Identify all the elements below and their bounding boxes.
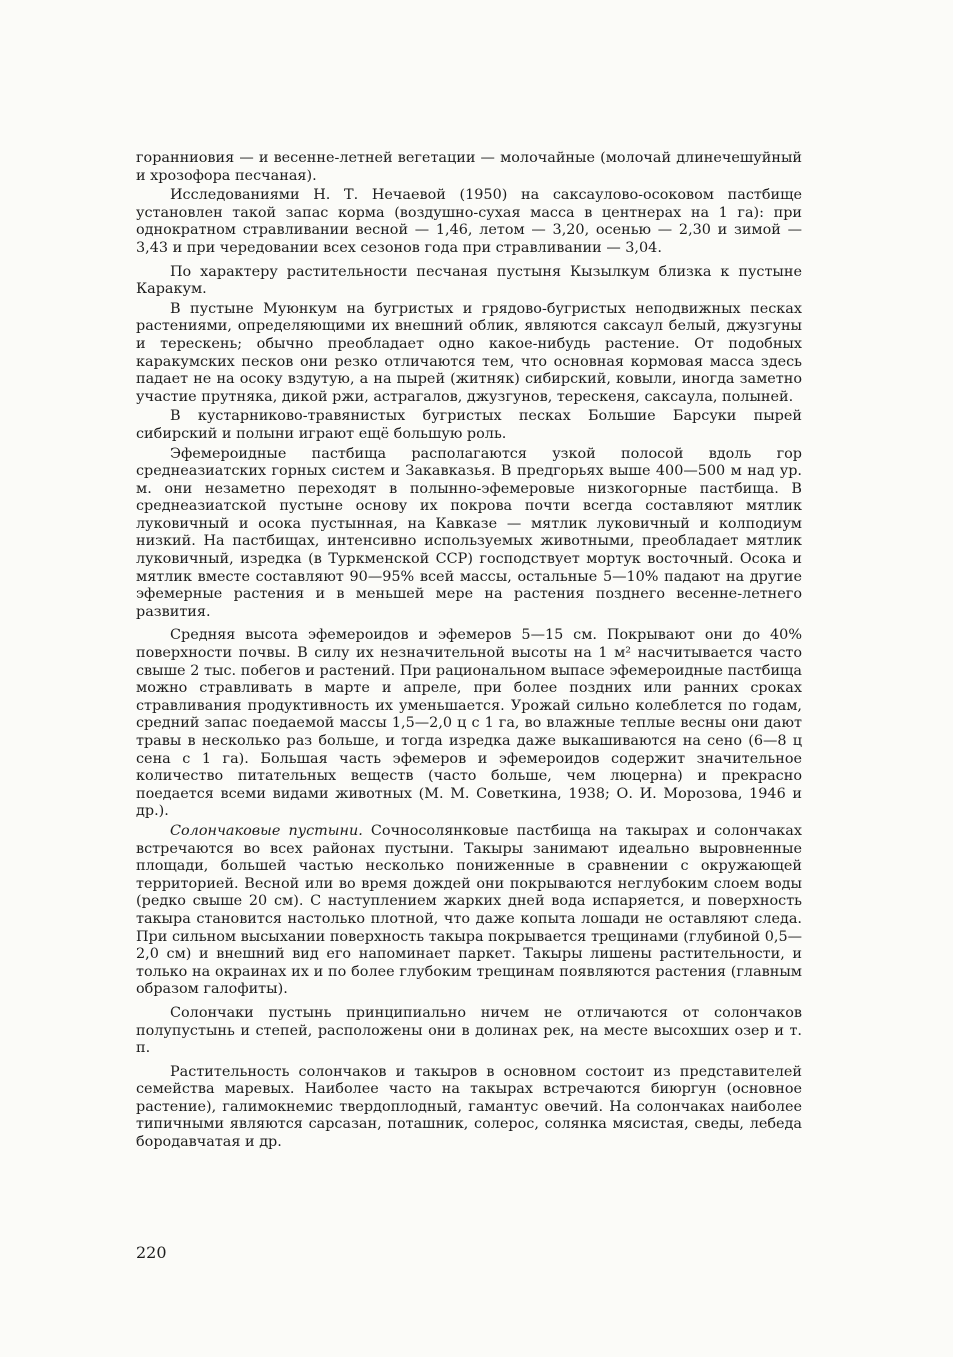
paragraph-7-text: Сочносолянковые пастбища на такырах и солончаках встречаются во всех районах пустыни. Такыры занимают идеально выровненные площади, большей частью несколько пониженные в сравнении с окружающей территорией. Весной или во время дождей они покрываются неглубоким слоем воды (редко свыше 20 см). С наступлением жарких дней вода испаряется, и поверхность такыра становится настолько плотной, что даже копыта лошади не оставляют следа. При сильном высыхании поверхность такыра покрывается трещинами (глубиной 0,5—2,0 см) и внешний вид его напоминает паркет. Такыры лишены растительности, и только на окраинах их и по более глубоким трещинам появляются растения (главным образом галофиты). (136, 822, 802, 998)
paragraph-2: По характеру растительности песчаная пустыня Кызылкум близка к пустыне Каракум. (136, 263, 802, 298)
section-heading-saline-deserts: Солончаковые пустыни. (170, 822, 363, 839)
paragraph-1: Исследованиями Н. Т. Нечаевой (1950) на саксаулово-осоковом пастбище установлен такой запас корма (воздушно-сухая масса в центнерах на 1 га): при однократном стравливании весной — 1,46, летом — 3,20, осенью — 2,30 и зимой — 3,43 и при чередовании всех сезонов года при стравливании — 3,04. (136, 187, 802, 256)
page-body (136, 150, 802, 1152)
paragraph-8: Солончаки пустынь принципиально ничем не отличаются от солончаков полупустынь и степей, расположены они в долинах рек, на месте высохших озер и т. п. (136, 1004, 802, 1057)
paragraph-5: Эфемероидные пастбища располагаются узкой полосой вдоль гор среднеазиатских горных систем и Закавказья. В предгорьях выше 400—500 м над ур. м. они незаметно переходят в полынно-эфемеровые низкогорные пастбища. В среднеазиатской пустыне основу их покрова почти всегда составляют мятлик луковичный и осока пустынная, на Кавказе — мятлик луковичный и колподиум низкий. На пастбищах, интенсивно используемых животными, преобладает мятлик луковичный, изредка (в Туркменской ССР) господствует мортук восточный. Осока и мятлик вместе составляют 90—95% всей массы, остальные 5—10% падают на другие эфемерные растения и в меньшей мере на растения позднего весенне-летнего развития. (136, 445, 802, 620)
paragraph-9: Растительность солончаков и такыров в основном состоит из представителей семейства маревых. Наиболее часто на такырах встречаются биюргун (основное растение), галимокнемис твердоплодный, гамантус овечий. На солончаках наиболее типичными являются сарсазан, поташник, солерос, солянка мясистая, сведы, лебеда бородавчатая и др. (136, 1063, 802, 1151)
paragraph-3: В пустыне Муюнкум на бугристых и грядово-бугристых неподвижных песках растениями, определяющими их внешний облик, являются саксаул белый, джузгуны и терескень; обычно преобладает одно какое-нибудь растение. От подобных каракумских песков они резко отличаются тем, что основная кормовая масса здесь падает не на осоку вздутую, а на пырей (житняк) сибирский, ковыли, иногда заметно участие прутняка, дикой ржи, астрагалов, джузгунов, терескеня, саксаула, полыней. (136, 300, 802, 405)
page-number: 220 (136, 1243, 167, 1262)
paragraph-4: В кустарниково-травянистых бугристых песках Большие Барсуки пырей сибирский и полыни играют ещё большую роль. (136, 408, 802, 442)
paragraph-6: Средняя высота эфемероидов и эфемеров 5—15 см. Покрывают они до 40% поверхности почвы. В силу их незначительной высоты на 1 м² насчитывается часто свыше 2 тыс. побегов и растений. При рациональном выпасе эфемероидные пастбища можно стравливать в марте и апреле, при более поздних или ранних сроках стравливания продуктивность их уменьшается. Урожай сильно колеблется по годам, средний запас поедаемой массы 1,5—2,0 ц с 1 га, во влажные теплые весны они дают травы в несколько раз больше, и тогда изредка даже выкашиваются на сено (6—8 ц сена с 1 га). Большая часть эфемеров и эфемероидов содержит значительное количество питательных веществ (часто больше, чем люцерна) и прекрасно поедается всеми видами животных (М. М. Советкина, 1938; О. И. Морозова, 1946 и др.). (136, 627, 802, 820)
paragraph-7 (136, 823, 802, 999)
paragraph-0: горанниовия — и весенне-летней вегетации — молочайные (молочай длинечешуйный и хрозофора песчаная). (136, 150, 802, 184)
